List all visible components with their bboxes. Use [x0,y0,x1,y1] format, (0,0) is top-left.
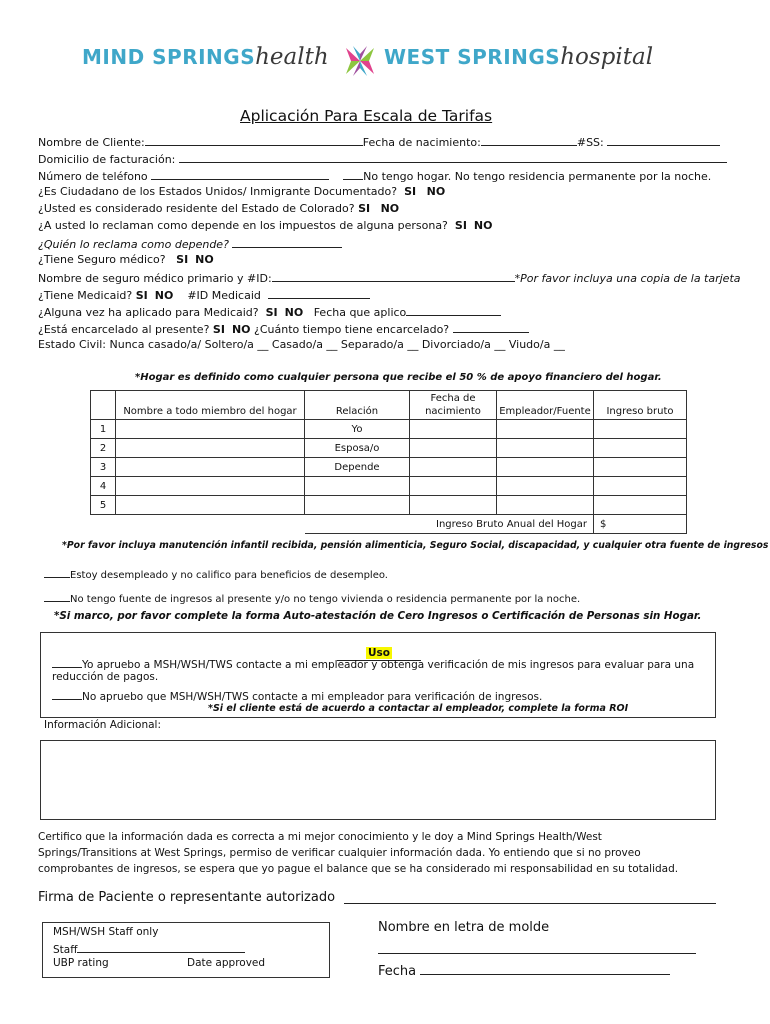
header-income: Ingreso bruto [594,391,687,420]
no-income-label: No tengo fuente de ingresos al presente y/o no tengo vivienda o residencia permanente por la noche. [70,594,581,605]
roi-note: *Si el cliente está de acuerdo a contactar al empleador, complete la forma ROI [208,703,629,714]
table-row [91,458,687,477]
marital-row: Estado Civil: Nunca casado/a/ Soltero/a __ Casado/a __ Separado/a __ Divorciado/a __ Viudo/a __ [38,338,565,351]
applied-medicaid-row [38,304,501,319]
medicaid-yes[interactable]: SI [135,289,148,302]
dob-cell[interactable] [410,439,497,458]
member-name-cell[interactable] [116,420,305,439]
page-title: Aplicación Para Escala de Tarifas [240,107,493,125]
print-name-label: Nombre en letra de molde [378,920,550,935]
applied-medicaid-label: ¿Alguna vez ha aplicado para Medicaid? [38,306,259,319]
approve-row [52,656,694,671]
date-field[interactable] [420,960,670,975]
citizen-yes[interactable]: SI [404,185,417,198]
homeless-label: No tengo hogar. No tengo residencia permanente por la noche. [363,170,712,183]
unemployed-label: Estoy desempleado y no califico para beneficios de desempleo. [70,570,388,581]
date-approved-label: Date approved [187,957,266,969]
logo-2 [384,44,653,80]
butterfly-icon [343,44,377,78]
incarcerated-yes[interactable]: SI [212,323,225,336]
resident-label: ¿Usted es considerado residente del Estado de Colorado? [38,202,355,215]
insurance-row [38,253,214,266]
dependent-row [38,219,492,232]
primary-insurance-label: Nombre de seguro médico primario y #ID: [38,272,272,285]
income-cell[interactable] [594,496,687,515]
employer-cell[interactable] [497,496,594,515]
member-name-cell[interactable] [116,458,305,477]
dob-cell[interactable] [410,458,497,477]
applied-yes[interactable]: SI [265,306,278,319]
header-employer: Empleador/Fuente [497,391,594,420]
dependent-yes[interactable]: SI [454,219,467,232]
staff-label: Staff [53,944,78,956]
employer-cell[interactable] [497,420,594,439]
income-note: *Por favor incluya manutención infantil recibida, pensión alimenticia, Seguro Social, discapacidad, y cualquier otra fuente de ingresos [62,540,769,551]
certify-line3: comprobantes de ingresos, se espera que yo pague el balance que se ha considerado mi responsabilidad en su totalidad. [38,863,679,875]
member-name-cell[interactable] [116,496,305,515]
incarcerated-no[interactable]: NO [231,323,251,336]
who-claims-field[interactable] [232,236,342,248]
how-long-label: ¿Cuánto tiempo tiene encarcelado? [254,323,450,336]
income-cell[interactable] [594,458,687,477]
applied-no[interactable]: NO [284,306,304,319]
row-number: 5 [91,496,116,515]
client-name-row [38,134,720,149]
print-name-line[interactable] [378,953,696,954]
member-name-cell[interactable] [116,439,305,458]
insurance-note: *Por favor incluya una copia de la tarjeta [514,272,741,285]
medicaid-label: ¿Tiene Medicaid? [38,289,133,302]
citizen-row [38,185,445,198]
employer-cell[interactable] [497,439,594,458]
client-name-field[interactable] [145,134,363,146]
header-relation: Relación [305,391,410,420]
relation-cell: Depende [305,458,410,477]
table-row [91,439,687,458]
row-number: 4 [91,477,116,496]
dependent-no[interactable]: NO [473,219,493,232]
medicaid-id-label: #ID Medicaid [187,289,261,302]
medicaid-no[interactable]: NO [154,289,174,302]
relation-cell [305,496,410,515]
citizen-no[interactable]: NO [426,185,446,198]
approve-check[interactable] [52,656,82,668]
date-label: Fecha [378,964,417,979]
billing-field[interactable] [179,151,727,163]
resident-row [38,202,399,215]
ss-label: #SS: [576,136,604,149]
unemployed-row [44,566,388,581]
phone-label: Número de teléfono [38,170,148,183]
annual-income-row [91,515,687,534]
ubp-label: UBP rating [53,957,109,969]
staff-title: MSH/WSH Staff only [53,926,159,938]
table-row [91,477,687,496]
certify-line2: Springs/Transitions at West Springs, permiso de verificar cualquier información dada. Yo entiendo que si no proveo [38,847,641,859]
relation-cell [305,477,410,496]
disapprove-label: No apruebo que MSH/WSH/TWS contacte a mi empleador para verificación de ingresos. [82,691,543,703]
dob-cell[interactable] [410,477,497,496]
logo-brand2-bold: WEST SPRINGS [384,45,561,69]
applied-date-label: Fecha que aplico [313,306,407,319]
approve-line2: reducción de pagos. [52,671,159,683]
incarcerated-row [38,321,529,336]
phone-field[interactable] [151,168,329,180]
no-income-check[interactable] [44,590,70,602]
household-table [90,390,687,534]
applied-date-field[interactable] [406,304,501,316]
resident-yes[interactable]: SI [358,202,371,215]
logo-brand1-bold: MIND SPRINGS [82,45,256,69]
header-dob-line2: nacimiento [425,406,481,417]
additional-info-label: Información Adicional: [44,719,162,731]
medicaid-row [38,287,370,302]
logo [82,44,329,80]
resident-no[interactable]: NO [380,202,400,215]
dob-cell[interactable] [410,496,497,515]
homeless-check[interactable] [343,168,363,180]
household-note: *Hogar es definido como cualquier persona que recibe el 50 % de apoyo financiero del hogar. [135,372,662,383]
additional-info-box[interactable] [40,740,716,820]
date-row [378,960,670,979]
incarcerated-label: ¿Está encarcelado al presente? [38,323,210,336]
disapprove-check[interactable] [52,688,82,700]
dob-label: Fecha de nacimiento: [362,136,481,149]
zero-income-note: *Si marco, por favor complete la forma Auto-atestación de Cero Ingresos o Certificación de Personas sin Hogar. [54,610,702,622]
logo-brand1-script: health [255,44,329,70]
certify-line1: Certifico que la información dada es correcta a mi mejor conocimiento y le doy a Mind Springs Health/West [38,831,602,843]
staff-row [53,941,245,956]
phone-row [38,168,711,183]
income-cell[interactable] [594,420,687,439]
logo-brand2-script: hospital [560,44,654,70]
insurance-label: ¿Tiene Seguro médico? [38,253,166,266]
dob-cell[interactable] [410,420,497,439]
employer-cell[interactable] [497,458,594,477]
member-name-cell[interactable] [116,477,305,496]
signature-label: Firma de Paciente o representante autorizado [38,890,336,905]
row-number: 3 [91,458,116,477]
income-cell[interactable] [594,477,687,496]
row-number: 2 [91,439,116,458]
relation-cell: Yo [305,420,410,439]
insurance-no[interactable]: NO [195,253,214,266]
table-corner [91,391,116,420]
billing-label: Domicilio de facturación: [38,153,176,166]
approve-line1: Yo apruebo a MSH/WSH/TWS contacte a mi empleador y obtenga verificación de mis ingresos para evaluar para una [82,659,695,671]
who-claims-row [38,236,342,251]
header-name: Nombre a todo miembro del hogar [116,391,305,420]
dependent-label: ¿A usted lo reclaman como depende en los impuestos de alguna persona? [38,219,448,232]
relation-cell: Esposa/o [305,439,410,458]
how-long-field[interactable] [453,321,529,333]
row-number: 1 [91,420,116,439]
citizen-label: ¿Es Ciudadano de los Estados Unidos/ Inmigrante Documentado? [38,185,398,198]
header-dob [410,391,497,420]
staff-field[interactable] [77,941,245,953]
dob-field[interactable] [481,134,577,146]
header-dob-line1: Fecha de [430,393,476,404]
insurance-yes[interactable]: SI [176,253,189,266]
primary-insurance-row [38,270,741,285]
primary-insurance-field[interactable] [272,270,515,282]
ss-field[interactable] [607,134,720,146]
annual-income-label: Ingreso Bruto Anual del Hogar [305,515,594,534]
currency-symbol: $ [600,518,607,530]
table-row [91,496,687,515]
medicaid-id-field[interactable] [268,287,370,299]
uso-label-text: Uso [368,647,390,659]
income-cell[interactable] [594,439,687,458]
signature-line[interactable] [344,903,716,904]
billing-row [38,151,727,166]
annual-income-cell[interactable] [594,515,687,534]
disapprove-row [52,688,542,703]
no-income-row [44,590,580,605]
employer-cell[interactable] [497,477,594,496]
who-claims-label: ¿Quién lo reclama como depende? [38,238,229,251]
table-row [91,420,687,439]
client-name-label: Nombre de Cliente: [38,136,145,149]
unemployed-check[interactable] [44,566,70,578]
